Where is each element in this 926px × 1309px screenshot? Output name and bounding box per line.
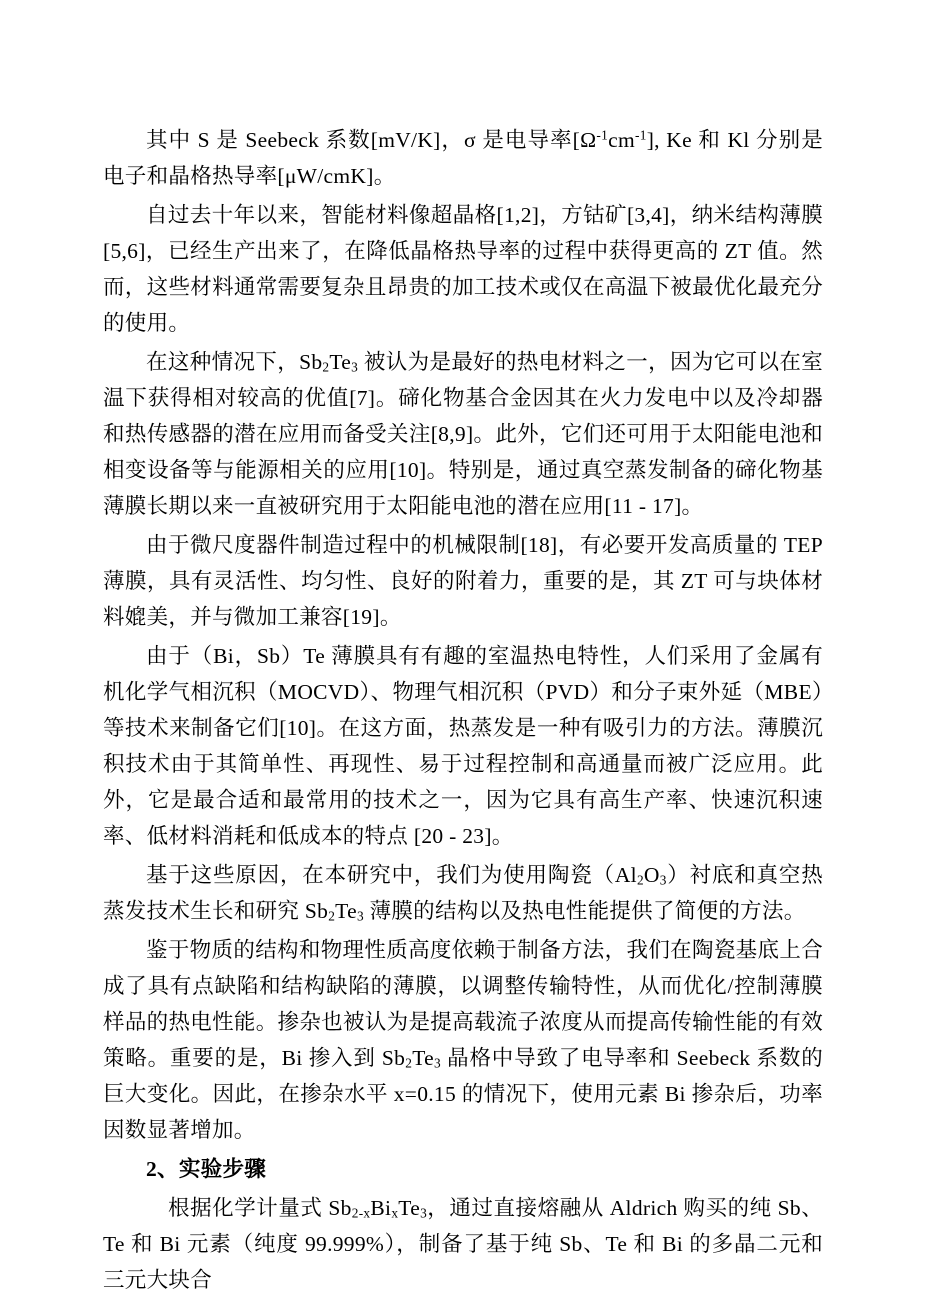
subscript-text-run: 3 bbox=[351, 359, 359, 375]
subscript-text-run: 2 bbox=[328, 908, 336, 924]
paragraph-study-purpose bbox=[103, 857, 823, 929]
text-run: Te bbox=[329, 350, 352, 374]
text-run: 由于微尺度器件制造过程中的机械限制[18]，有必要开发高质量的 TEP 薄膜，具有灵活性、均匀性、良好的附着力，重要的是，其 ZT 可与块体材料媲美，并与微加工兼容[19]。 bbox=[103, 533, 823, 629]
paragraph-sb2te3-best-material bbox=[103, 344, 823, 524]
subscript-text-run: 3 bbox=[420, 1205, 428, 1221]
text-run: 在这种情况下，Sb bbox=[146, 350, 323, 374]
paragraph-doping-strategy bbox=[103, 932, 823, 1148]
text-run: 薄膜的结构以及热电性能提供了简便的方法。 bbox=[363, 899, 806, 923]
subscript-text-run: x bbox=[391, 1205, 399, 1221]
text-run: 由于（Bi，Sb）Te 薄膜具有有趣的室温热电特性，人们采用了金属有机化学气相沉积（MOCVD）、物理气相沉积（PVD）和分子束外延（MBE）等技术来制备它们[10]。在这方面，热蒸发是一种有吸引力的方法。薄膜沉积技术由于其简单性、再现性、易于过程控制和高通量而被广泛应用。此外，它是最合适和最常用的技术之一，因为它具有高生产率、快速沉积速率、低材料消耗和低成本的特点 [20 - 23]。 bbox=[103, 644, 823, 848]
text-run: ）衬底和真空热蒸发技术生长和研究 Sb bbox=[103, 863, 823, 923]
text-run: 被认为是最好的热电材料之一，因为它可以在室温下获得相对较高的优值[7]。碲化物基合金因其在火力发电中以及冷却器和热传感器的潜在应用而备受关注[8,9]。此外，它们还可用于太阳能电池和相变设备等与能源相关的应用[10]。特别是，通过真空蒸发制备的碲化物基薄膜长期以来一直被研究用于太阳能电池的潜在应用[11 - 17]。 bbox=[103, 350, 823, 518]
paragraph-tep-film-requirements bbox=[103, 527, 823, 635]
subscript-text-run: 3 bbox=[659, 872, 667, 888]
subscript-text-run: 3 bbox=[356, 908, 364, 924]
supscript-text-run: -1 bbox=[635, 127, 647, 143]
text-run: O bbox=[643, 863, 660, 887]
subscript-text-run: 2 bbox=[405, 1055, 413, 1071]
text-run: 基于这些原因，在本研究中，我们为使用陶瓷（Al bbox=[146, 863, 637, 887]
text-run: Te bbox=[412, 1046, 434, 1070]
text-run: 自过去十年以来，智能材料像超晶格[1,2]，方钴矿[3,4]，纳米结构薄膜[5,6]，已经生产出来了，在降低晶格热导率的过程中获得更高的 ZT 值。然而，这些材料通常需要复杂且昂贵的加工技术或仅在高温下被最优化最充分的使用。 bbox=[103, 203, 823, 335]
supscript-text-run: -1 bbox=[596, 127, 609, 143]
subscript-text-run: 2 bbox=[322, 359, 330, 375]
text-run: cm bbox=[608, 128, 635, 152]
paragraph-seebeck-definition bbox=[103, 122, 823, 194]
paragraph-deposition-techniques bbox=[103, 638, 823, 854]
text-run: Te bbox=[398, 1196, 421, 1220]
text-run: ], Ke 和 Kl 分别是电子和晶格热导率[μW/cmK]。 bbox=[103, 128, 824, 188]
text-run: 其中 S 是 Seebeck 系数[mV/K]，σ 是电导率[Ω bbox=[146, 128, 597, 152]
text-run: Te bbox=[335, 899, 357, 923]
paragraph-sample-preparation bbox=[103, 1190, 823, 1298]
section-heading-experimental-steps bbox=[103, 1151, 823, 1187]
text-run: 鉴于物质的结构和物理性质高度依赖于制备方法，我们在陶瓷基底上合成了具有点缺陷和结构缺陷的薄膜，以调整传输特性，从而优化/控制薄膜样品的热电性能。掺杂也被认为是提高载流子浓度从而提高传输性能的有效策略。重要的是，Bi 掺入到 Sb bbox=[103, 938, 823, 1070]
text-run: 根据化学计量式 Sb bbox=[146, 1196, 352, 1220]
text-run: Bi bbox=[370, 1196, 392, 1220]
subscript-text-run: 2 bbox=[636, 872, 644, 888]
subscript-text-run: 3 bbox=[433, 1055, 441, 1071]
text-run: ，通过直接熔融从 Aldrich 购买的纯 Sb、Te 和 Bi 元素（纯度 99.999%），制备了基于纯 Sb、Te 和 Bi 的多晶二元和三元大块合 bbox=[103, 1196, 823, 1292]
subscript-text-run: 2-x bbox=[351, 1205, 371, 1221]
paragraph-past-decade-materials bbox=[103, 197, 823, 341]
text-run: 2、实验步骤 bbox=[146, 1157, 267, 1181]
text-run: 晶格中导致了电导率和 Seebeck 系数的巨大变化。因此，在掺杂水平 x=0.15 的情况下，使用元素 Bi 掺杂后，功率因数显著增加。 bbox=[103, 1046, 824, 1142]
